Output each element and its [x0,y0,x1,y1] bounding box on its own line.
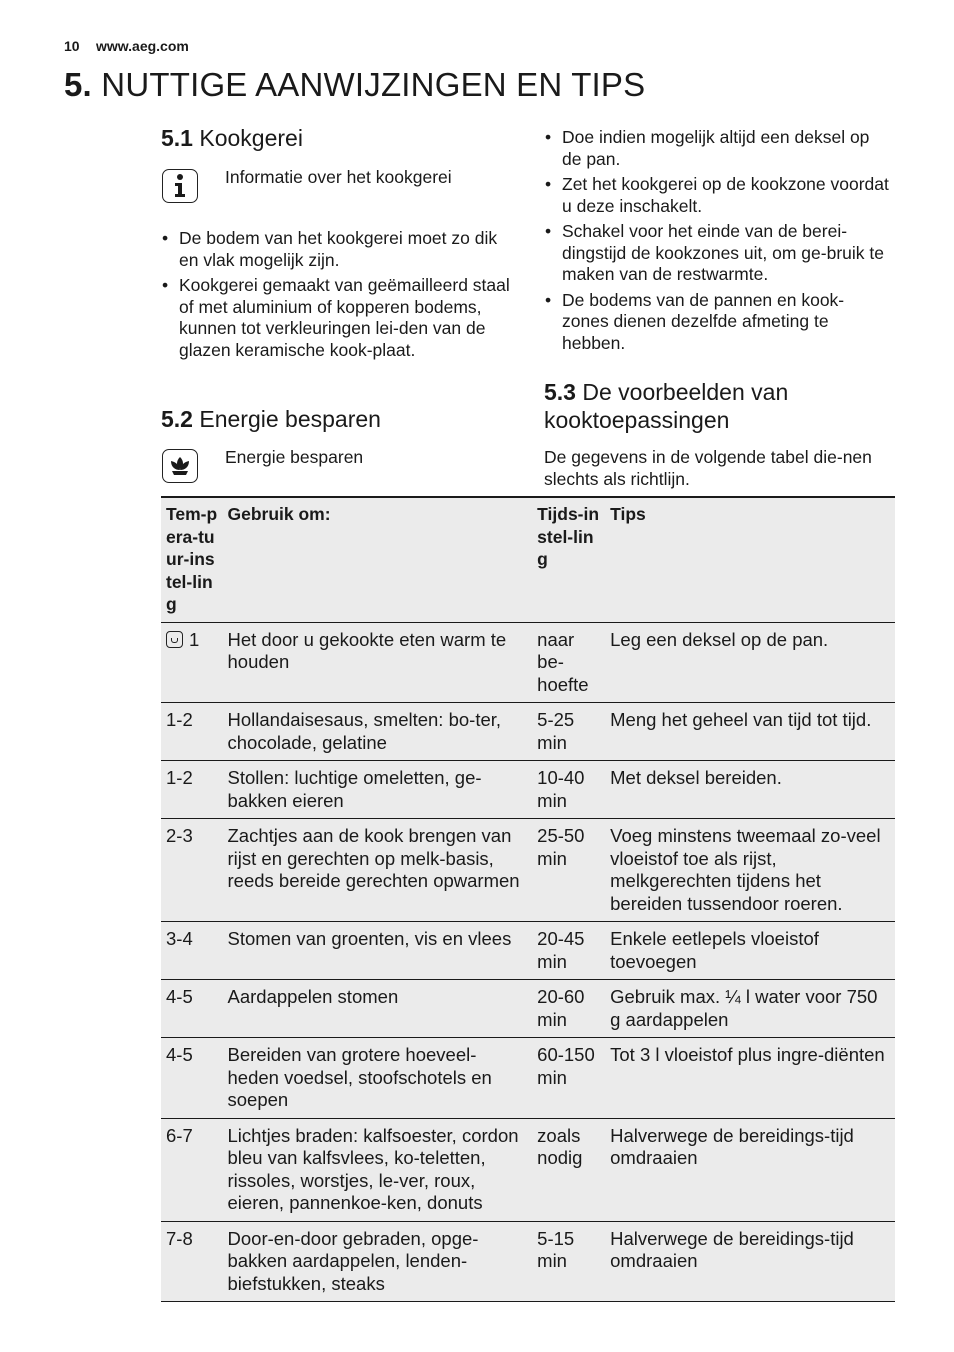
cell-tip: Tot 3 l vloeistof plus ingre-diënten [605,1038,895,1119]
section-5-2-title: Energie besparen [199,406,381,432]
list-item: • Doe indien mogelijk altijd een deksel op de pan. [544,127,890,170]
header-use: Gebruik om: [223,497,533,622]
list-item: • Zet het kookgerei op de kookzone voordat u deze inschakelt. [544,174,890,217]
cell-tip: Halverwege de bereidings-tijd omdraaien [605,1221,895,1302]
table-row [161,761,895,819]
bullet-list-kookgerei [161,228,513,365]
cell-time: 5-15 min [532,1221,605,1302]
chapter-number: 5. [64,66,92,103]
cell-tip: Halverwege de bereidings-tijd omdraaien [605,1118,895,1221]
section-5-1-number: 5.1 [161,125,193,151]
cell-time: 20-45 min [532,922,605,980]
cell-use: Door-en-door gebraden, opge-bakken aardappelen, lenden-biefstukken, steaks [223,1221,533,1302]
section-5-1-heading [161,124,303,152]
chapter-title-text: NUTTIGE AANWIJZINGEN EN TIPS [101,66,646,103]
list-item: • De bodem van het kookgerei moet zo dik en vlak mogelijk zijn. [161,228,513,271]
cell-temperature: 3-4 [161,922,223,980]
cell-temperature: 6-7 [161,1118,223,1221]
cell-use: Stomen van groenten, vis en vlees [223,922,533,980]
table-row [161,1221,895,1302]
cell-use: Lichtjes braden: kalfsoester, cordon bleu van kalfsvlees, ko-teletten, rissoles, worstjes, le-ver, roux, eieren, pannenkoe-ken, donuts [223,1118,533,1221]
section-5-3-number: 5.3 [544,379,576,405]
bullet-list-tips [544,127,890,358]
cell-use: Aardappelen stomen [223,980,533,1038]
header-temperature: Tem-pera-tuur-instel-ling [161,497,223,622]
table-row [161,980,895,1038]
cell-tip: Voeg minstens tweemaal zo-veel vloeistof toe als rijst, melkgerechten tijdens het bereiden tussendoor roeren. [605,819,895,922]
section-5-3-title: De voorbeelden van kooktoepassingen [544,379,789,433]
cell-use: Bereiden van grotere hoeveel-heden voedsel, stoofschotels en soepen [223,1038,533,1119]
cell-temperature-value: 1 [189,628,200,650]
cell-temperature: 4-5 [161,1038,223,1119]
keep-warm-icon [166,631,183,648]
header-tips: Tips [605,497,895,622]
cell-time: 60-150 min [532,1038,605,1119]
cell-time: naar be-hoefte [532,622,605,703]
list-item: • Schakel voor het einde van de berei-dingstijd de kookzones uit, om ge-bruik te maken van de restwarmte. [544,221,890,286]
cell-tip: Meng het geheel van tijd tot tijd. [605,703,895,761]
cell-temperature: 2-3 [161,819,223,922]
table-row [161,1038,895,1119]
info-icon [162,169,198,203]
cell-time: zoals nodig [532,1118,605,1221]
cell-use: Stollen: luchtige omeletten, ge-bakken eieren [223,761,533,819]
page-number: 10 [64,38,80,54]
section-5-1-title: Kookgerei [199,125,303,151]
cooking-table [161,496,895,1302]
cell-tip: Met deksel bereiden. [605,761,895,819]
cell-temperature [161,622,223,703]
cell-tip: Gebruik max. ¼ l water voor 750 g aardappelen [605,980,895,1038]
chapter-title [64,66,645,104]
cell-tip: Leg een deksel op de pan. [605,622,895,703]
cell-temperature: 7-8 [161,1221,223,1302]
cell-time: 10-40 min [532,761,605,819]
section-5-2-heading [161,405,381,433]
section-5-2-number: 5.2 [161,406,193,432]
cell-tip: Enkele eetlepels vloeistof toevoegen [605,922,895,980]
cell-temperature: 4-5 [161,980,223,1038]
info-text-energie: Energie besparen [225,447,364,467]
table-row [161,1118,895,1221]
table-header-row [161,497,895,622]
table-row [161,622,895,703]
section-5-3-intro: De gegevens in de volgende tabel die-nen slechts als richtlijn. [544,447,872,489]
cell-use: Het door u gekookte eten warm te houden [223,622,533,703]
table-row [161,819,895,922]
cell-use: Hollandaisesaus, smelten: bo-ter, chocolade, gelatine [223,703,533,761]
cell-time: 5-25 min [532,703,605,761]
section-5-3-heading [544,378,884,434]
website-link[interactable]: www.aeg.com [96,38,189,54]
cell-temperature: 1-2 [161,703,223,761]
list-item: • Kookgerei gemaakt van geëmailleerd staal of met aluminium of kopperen bodems, kunnen tot verkleuringen lei-den van de glazen keramische kook-plaat. [161,275,513,361]
header-time: Tijds-instel-ling [532,497,605,622]
cell-use: Zachtjes aan de kook brengen van rijst en gerechten op melk-basis, reeds bereide gerechten opwarmen [223,819,533,922]
list-item: • De bodems van de pannen en kook-zones dienen dezelfde afmeting te hebben. [544,290,890,355]
cell-temperature: 1-2 [161,761,223,819]
info-text-kookgerei: Informatie over het kookgerei [225,167,452,187]
table-row [161,703,895,761]
cell-time: 20-60 min [532,980,605,1038]
energy-saving-icon [162,449,198,483]
table-row [161,922,895,980]
cell-time: 25-50 min [532,819,605,922]
